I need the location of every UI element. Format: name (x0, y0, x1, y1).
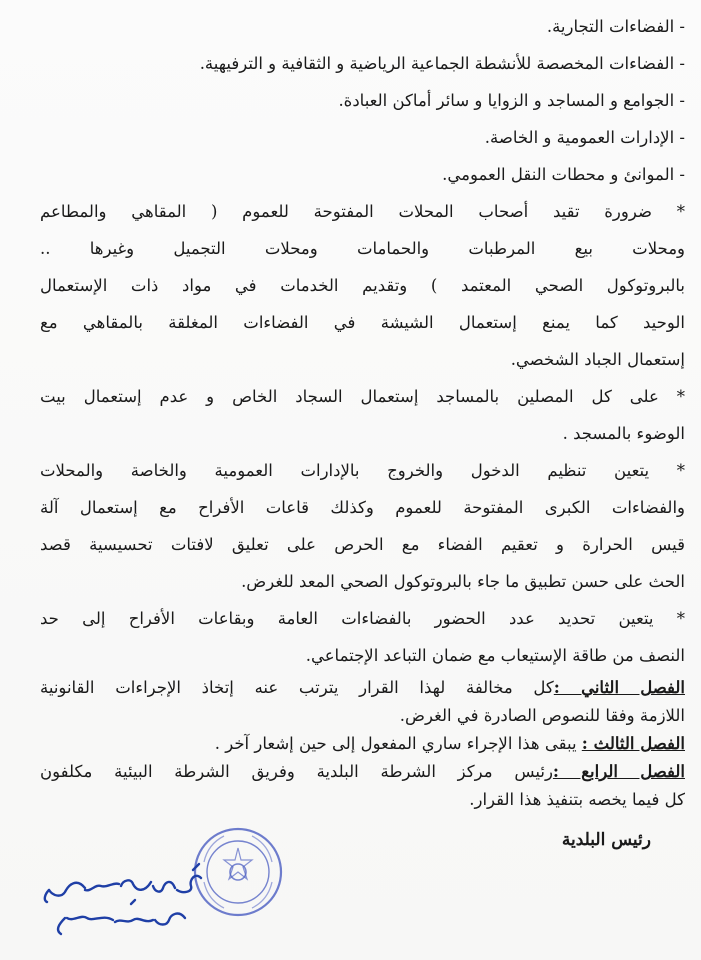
bullet-administrations: - الإدارات العمومية و الخاصة. (484, 128, 685, 147)
chapter-3-text: يبقى هذا الإجراء ساري المفعول إلى حين إشعار آخر . (214, 734, 577, 753)
paragraph-shops-line: بالبروتوكول الصحي المعتمد ) وتقديم الخدمات في مواد ذات الإستعمال (40, 276, 685, 295)
paragraph-shops-line: إستعمال الجباد الشخصي. (510, 350, 685, 369)
handwritten-signature-icon (35, 858, 205, 942)
mayor-title: رئيس البلدية (561, 830, 651, 850)
paragraph-entry-exit-line: قيس الحرارة و تعقيم الفضاء مع الحرص على تعليق لافتات تحسيسية قصد (40, 535, 685, 554)
paragraph-attendance-line: النصف من طاقة الإستيعاب مع ضمان التباعد الإجتماعي. (305, 646, 685, 665)
chapter-2-title: الفصل الثاني : (553, 678, 685, 697)
chapter-2-text: كل مخالفة لهذا القرار يترتب عنه إتخاذ الإجراءات القانونية (40, 678, 554, 697)
paragraph-shops-line: ومحلات بيع المرطبات والحمامات ومحلات التجميل وغيرها .. (40, 239, 685, 258)
document-body (40, 8, 685, 814)
signature-block (562, 830, 651, 850)
chapter-3-line (40, 730, 685, 758)
official-seal-icon (192, 826, 284, 918)
paragraph-shops-line: * ضرورة تقيد أصحاب المحلات المفتوحة للعموم ( المقاهي والمطاعم (40, 202, 685, 221)
paragraph-entry-exit-line: والفضاءات الكبرى المفتوحة للعموم وكذلك قاعات الأفراح مع إستعمال آلة (40, 498, 685, 517)
bullet-places-of-worship: - الجوامع و المساجد و الزوايا و سائر أماكن العبادة. (338, 91, 685, 110)
chapter-2-line-2: اللازمة وفقا للنصوص الصادرة في الغرض. (399, 706, 685, 725)
bullet-collective-activity-spaces: - الفضاءات المخصصة للأنشطة الجماعية الرياضية و الثقافية و الترفيهية. (199, 54, 685, 73)
paragraph-entry-exit-line: * يتعين تنظيم الدخول والخروج بالإدارات العمومية والخاصة والمحلات (40, 461, 685, 480)
bullet-commercial-spaces: - الفضاءات التجارية. (546, 17, 685, 36)
bullet-ports-stations: - الموانئ و محطات النقل العمومي. (442, 165, 685, 184)
chapter-3-title: الفصل الثالث : (581, 734, 685, 753)
paragraph-mosques-line: * على كل المصلين بالمساجد إستعمال السجاد الخاص و عدم إستعمال بيت (40, 387, 685, 406)
paragraph-entry-exit-line: الحث على حسن تطبيق ما جاء بالبروتوكول الصحي المعد للغرض. (241, 572, 685, 591)
chapter-4-line-2: كل فيما يخصه بتنفيذ هذا القرار. (469, 790, 685, 809)
chapter-4-text: رئيس مركز الشرطة البلدية وفريق الشرطة البيئية مكلفون (40, 762, 553, 781)
chapter-4-title: الفصل الرابع : (552, 762, 685, 781)
paragraph-shops-line: الوحيد كما يمنع إستعمال الشيشة في الفضاءات المغلقة بالمقاهي مع (40, 313, 685, 332)
paragraph-attendance-line: * يتعين تحديد عدد الحضور بالفضاءات العامة وبقاعات الأفراح إلى حد (40, 609, 685, 628)
chapter-2-line (40, 674, 685, 702)
paragraph-mosques-line: الوضوء بالمسجد . (562, 424, 685, 443)
chapter-4-line (40, 758, 685, 786)
